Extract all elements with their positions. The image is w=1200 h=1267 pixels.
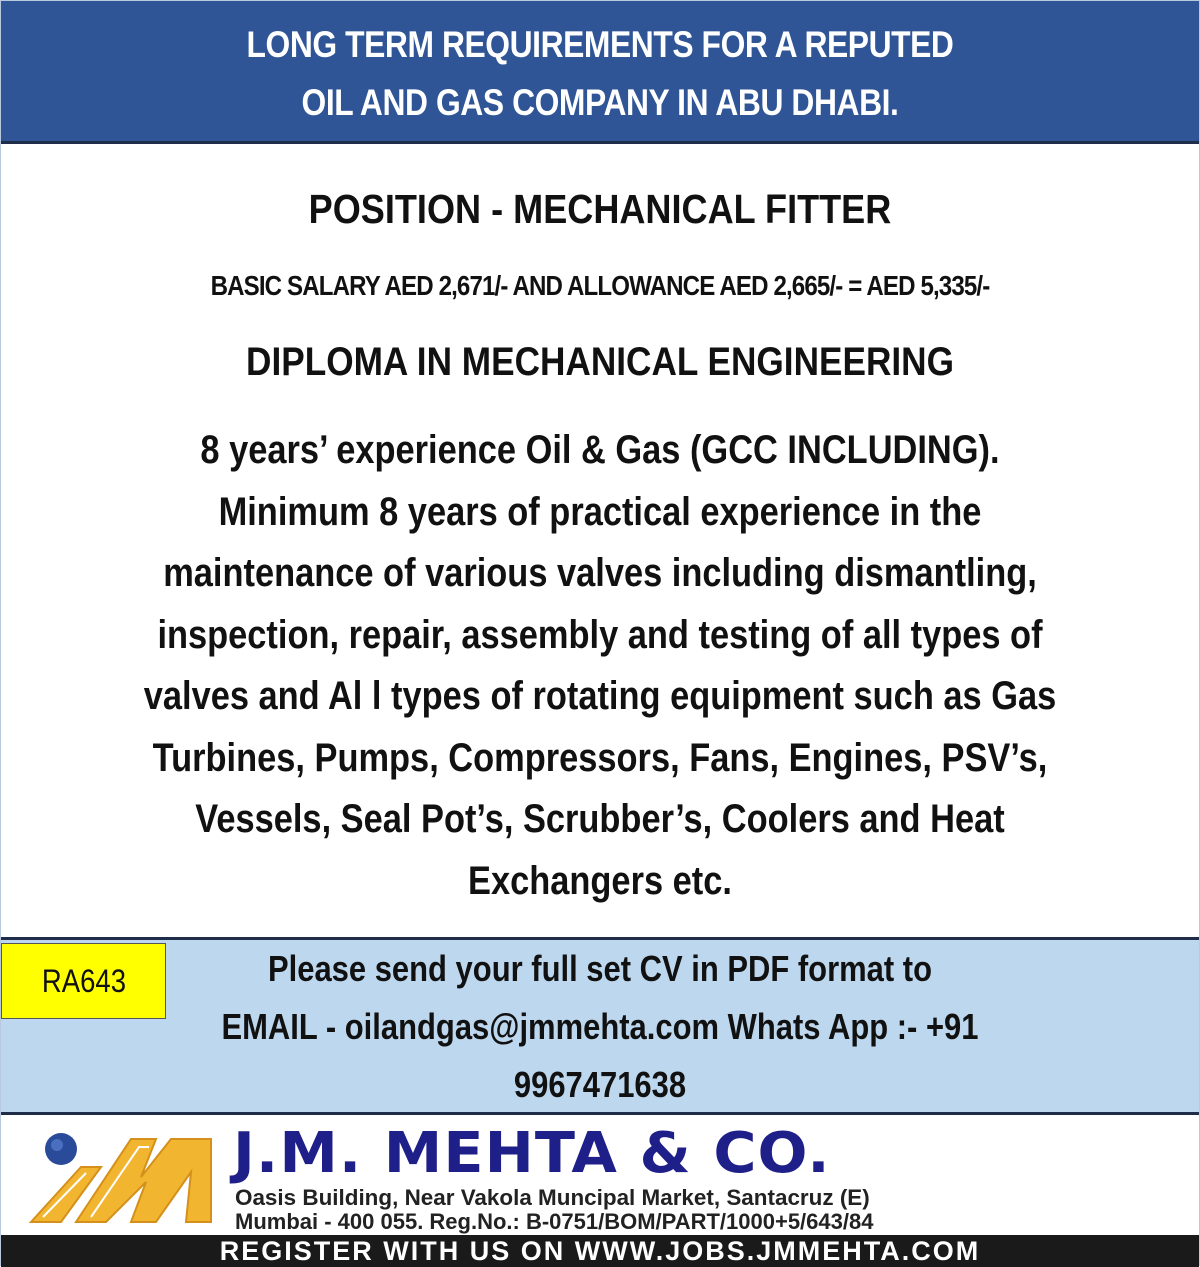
company-name: J.M. MEHTA & CO. [233,1121,831,1186]
description-line: Minimum 8 years of practical experience in the [218,489,982,534]
qualification: DIPLOMA IN MECHANICAL ENGINEERING [246,340,954,384]
address-line-1: Oasis Building, Near Vakola Muncipal Market, Santacruz (E) [235,1185,870,1210]
description-line: Turbines, Pumps, Compressors, Fans, Engines, PSV’s, [152,735,1048,780]
description-line: maintenance of various valves including dismantling, [163,551,1037,595]
header-line-2: OIL AND GAS COMPANY IN ABU DHABI. [301,82,899,123]
register-website-link[interactable]: REGISTER WITH US ON WWW.JOBS.JMMEHTA.COM [1,1235,1199,1267]
salary-info: BASIC SALARY AED 2,671/- AND ALLOWANCE AED 2,665/- = AED 5,335/- [210,270,990,301]
reference-code: RA643 [41,963,126,999]
position-title: POSITION - MECHANICAL FITTER [308,186,892,232]
description-line: valves and Al l types of rotating equipment such as Gas [143,674,1057,718]
description-line: inspection, repair, assembly and testing of all types of [157,612,1043,657]
address-line-2: Mumbai - 400 055. Reg.No.: B-0751/BOM/PART/1000+5/643/84 [235,1209,874,1234]
contact-phone[interactable]: 9967471638 [513,1064,687,1105]
jm-logo-icon [21,1127,221,1227]
contact-section [1,937,1199,1115]
description-line: Exchangers etc. [468,858,732,903]
description-line: 8 years’ experience Oil & Gas (GCC INCLUDING). [200,428,1000,472]
job-description [1,420,1199,912]
reference-code-badge [1,943,166,1019]
company-footer [1,1115,1199,1267]
header-banner [1,1,1199,144]
contact-email-whatsapp[interactable]: EMAIL - oilandgas@jmmehta.com Whats App :- +91 [221,1006,979,1047]
header-line-1: LONG TERM REQUIREMENTS FOR A REPUTED [246,24,954,65]
contact-instruction: Please send your full set CV in PDF format to [267,948,933,989]
description-line: Vessels, Seal Pot’s, Scrubber’s, Coolers and Heat [195,797,1005,841]
